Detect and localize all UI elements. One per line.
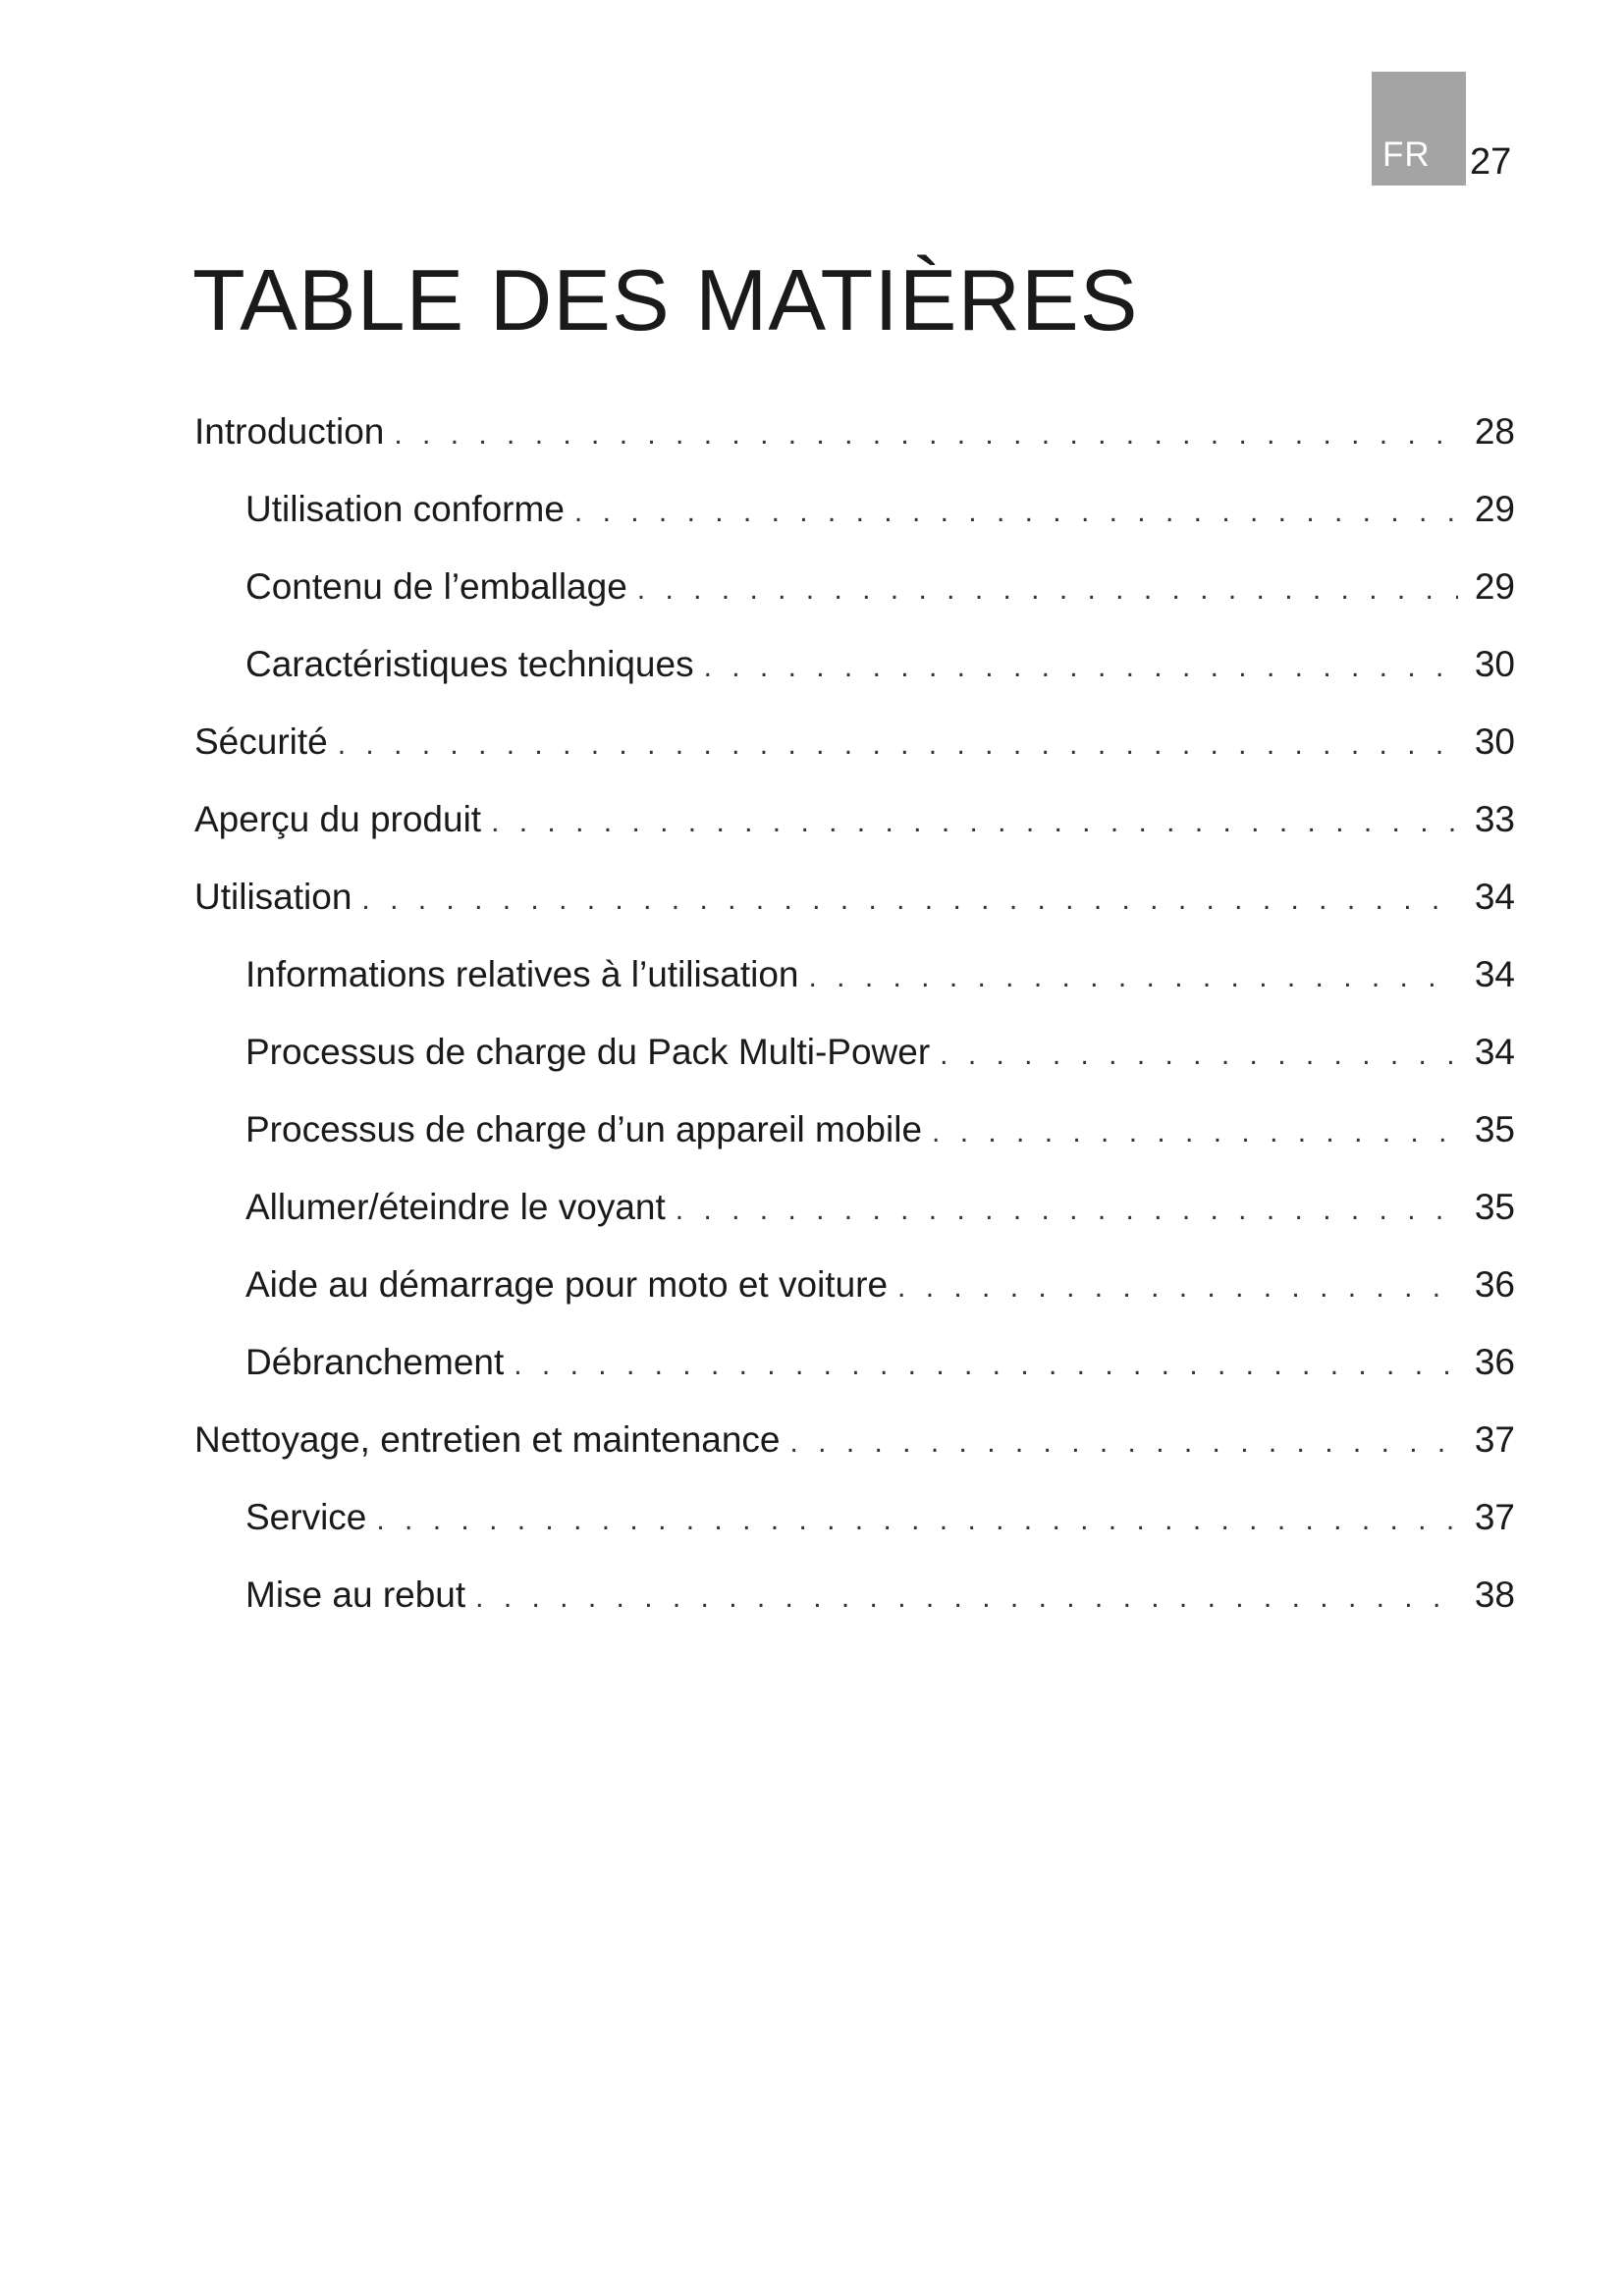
toc-entry[interactable] — [194, 858, 1515, 935]
toc-entry-title: Processus de charge d’un appareil mobile — [245, 1109, 923, 1149]
language-label: FR — [1382, 135, 1431, 174]
toc-dot-leader — [394, 393, 1458, 470]
toc-entry-title: Utilisation conforme — [245, 489, 565, 529]
toc-entry-page: 34 — [1474, 1032, 1515, 1072]
toc-entry[interactable] — [245, 548, 1515, 625]
toc-entry-title: Informations relatives à l’utilisation — [245, 954, 799, 994]
toc-entry-title: Mise au rebut — [245, 1575, 466, 1615]
toc-dot-leader — [376, 1478, 1458, 1556]
toc-entry[interactable] — [194, 780, 1515, 858]
toc-entry[interactable] — [245, 1168, 1515, 1246]
toc-entry[interactable] — [245, 1013, 1515, 1091]
toc-entry-title: Allumer/éteindre le voyant — [245, 1187, 666, 1227]
table-of-contents — [0, 393, 1624, 1633]
toc-entry-page: 37 — [1474, 1497, 1515, 1537]
page-number: 27 — [1470, 141, 1512, 183]
toc-entry-page: 33 — [1474, 799, 1515, 839]
toc-entry-page: 29 — [1474, 489, 1515, 529]
toc-entry-page: 29 — [1474, 566, 1515, 607]
toc-entry[interactable] — [245, 935, 1515, 1013]
toc-entry-title: Contenu de l’emballage — [245, 566, 627, 607]
toc-entry[interactable] — [194, 393, 1515, 470]
toc-dot-leader — [790, 1401, 1459, 1478]
toc-entry-title: Nettoyage, entretien et maintenance — [194, 1419, 781, 1460]
toc-entry-page: 30 — [1474, 644, 1515, 684]
toc-dot-leader — [491, 780, 1458, 858]
toc-dot-leader — [475, 1556, 1458, 1633]
toc-dot-leader — [940, 1013, 1458, 1091]
toc-dot-leader — [897, 1246, 1458, 1323]
toc-entry-title: Processus de charge du Pack Multi-Power — [245, 1032, 931, 1072]
toc-dot-leader — [338, 703, 1458, 780]
toc-dot-leader — [676, 1168, 1458, 1246]
toc-entry[interactable] — [245, 1478, 1515, 1556]
toc-entry-title: Service — [245, 1497, 367, 1537]
toc-entry-title: Utilisation — [194, 877, 352, 917]
toc-entry[interactable] — [245, 1091, 1515, 1168]
toc-entry-title: Sécurité — [194, 721, 328, 762]
toc-dot-leader — [637, 548, 1458, 625]
toc-entry-title: Introduction — [194, 411, 385, 452]
toc-entry[interactable] — [194, 703, 1515, 780]
toc-entry[interactable] — [245, 625, 1515, 703]
toc-dot-leader — [574, 470, 1458, 548]
toc-entry-page: 34 — [1474, 877, 1515, 917]
toc-entry[interactable] — [245, 1323, 1515, 1401]
page-title: TABLE DES MATIÈRES — [192, 251, 1139, 348]
toc-entry-page: 37 — [1474, 1419, 1515, 1460]
toc-dot-leader — [361, 858, 1458, 935]
toc-entry-title: Aperçu du produit — [194, 799, 482, 839]
toc-entry-title: Débranchement — [245, 1342, 505, 1382]
toc-entry[interactable] — [245, 1246, 1515, 1323]
toc-entry-page: 36 — [1474, 1264, 1515, 1305]
toc-entry[interactable] — [245, 470, 1515, 548]
toc-entry-page: 34 — [1474, 954, 1515, 994]
toc-dot-leader — [514, 1323, 1458, 1401]
toc-dot-leader — [704, 625, 1458, 703]
toc-dot-leader — [932, 1091, 1458, 1168]
toc-entry-title: Caractéristiques techniques — [245, 644, 694, 684]
toc-entry-title: Aide au démarrage pour moto et voiture — [245, 1264, 889, 1305]
toc-entry[interactable] — [245, 1556, 1515, 1633]
toc-entry[interactable] — [194, 1401, 1515, 1478]
toc-entry-page: 38 — [1474, 1575, 1515, 1615]
toc-entry-page: 30 — [1474, 721, 1515, 762]
toc-dot-leader — [808, 935, 1458, 1013]
toc-entry-page: 35 — [1474, 1187, 1515, 1227]
toc-entry-page: 35 — [1474, 1109, 1515, 1149]
toc-entry-page: 28 — [1474, 411, 1515, 452]
toc-entry-page: 36 — [1474, 1342, 1515, 1382]
